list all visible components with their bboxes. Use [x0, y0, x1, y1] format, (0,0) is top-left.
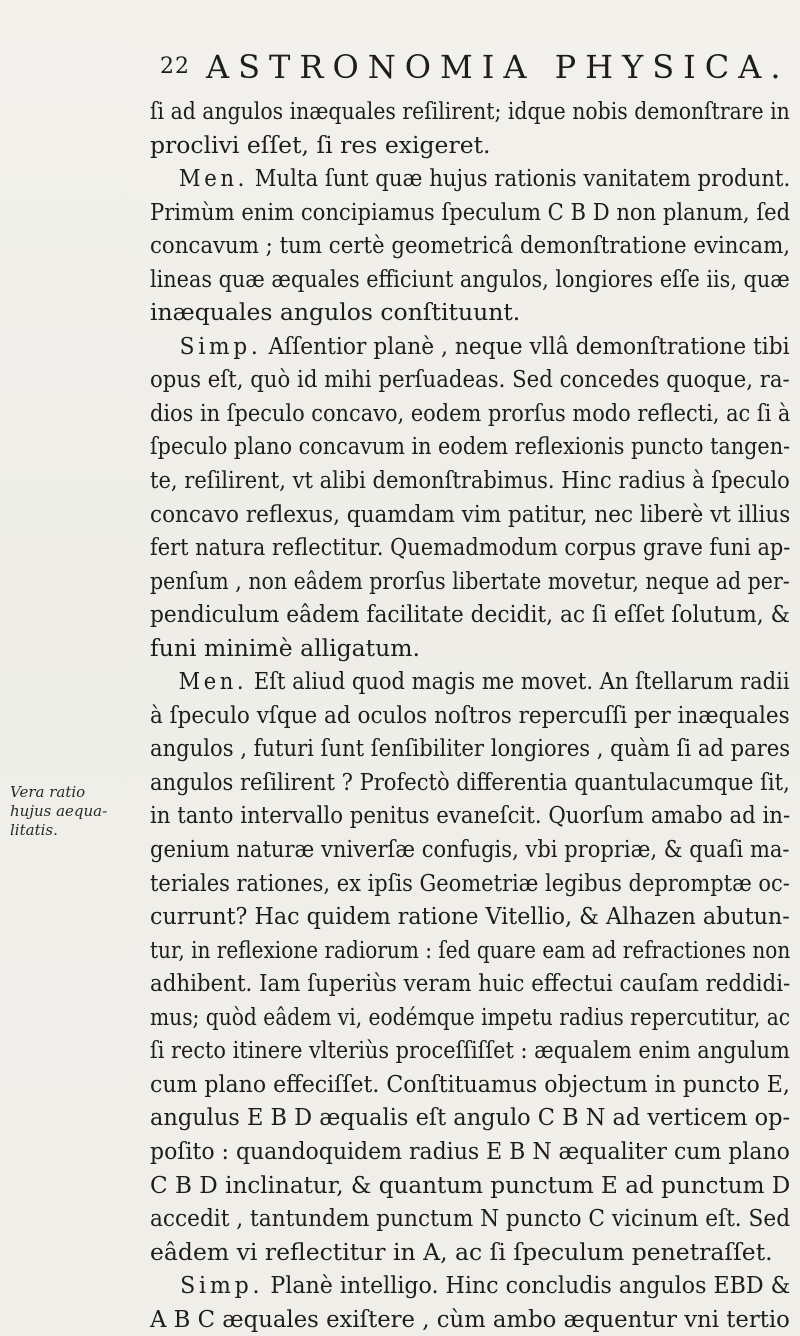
line-text: funi minimè alligatum.: [150, 633, 421, 662]
line-text: currunt? Hac quidem ratione Vitellio, & Alhazen abutun-: [150, 902, 790, 931]
line-text: ſi recto itinere vlteriùs proceſſiſſet : æqualem enim angulum: [150, 1036, 790, 1065]
line-text: teriales rationes, ex ipſis Geometriæ legibus depromptæ oc-: [150, 868, 790, 897]
line-text: angulus E B D æqualis eſt angulo C B N ad verticem op-: [150, 1103, 791, 1132]
marginal-note-line: litatis.: [10, 821, 58, 839]
text-line: [150, 1001, 791, 1035]
text-line: [150, 1101, 791, 1135]
speaker-label: Simp.: [180, 1271, 264, 1300]
text-line: [150, 330, 790, 364]
text-line: [150, 196, 791, 230]
text-line: [150, 934, 791, 968]
line-text: adhibent. Iam ſuperiùs veram huic effectui cauſam reddidi-: [150, 969, 791, 998]
text-line: [150, 464, 790, 498]
text-line: [150, 699, 790, 733]
line-text: fert natura reflectitur. Quemadmodum corpus grave funi ap-: [150, 533, 791, 562]
line-text: Primùm enim concipiamus ſpeculum C B D non planum, ſed: [150, 197, 791, 226]
line-text: C B D inclinatur, & quantum punctum E ad punctum D: [150, 1170, 791, 1199]
line-text: lineas quæ æquales efficiunt angulos, longiores eſſe iis, quæ: [150, 264, 790, 293]
text-line: [150, 229, 791, 263]
line-text: inæquales angulos conſtituunt.: [150, 298, 521, 327]
speaker-label: Men.: [178, 164, 249, 193]
line-text: genium naturæ vniverſæ confugis, vbi propriæ, & quaſi ma-: [150, 835, 790, 864]
line-text: te, reſilirent, vt alibi demonſtrabimus. Hinc radius à ſpeculo: [150, 466, 790, 495]
text-line: [150, 598, 790, 632]
text-line: [150, 95, 790, 129]
text-line: [150, 129, 790, 163]
text-line: [150, 665, 790, 699]
text-line: [150, 967, 791, 1001]
line-text: Eſt aliud quod magis me movet. An ſtellarum radii: [247, 667, 790, 696]
text-line: [150, 1068, 790, 1102]
line-text: à ſpeculo vſque ad oculos noſtros repercuſſi per inæquales: [150, 700, 790, 729]
line-text: tur, in reflexione radiorum : ſed quare eam ad refractiones non: [150, 935, 791, 964]
text-line: [150, 766, 790, 800]
line-text: concavum ; tum certè geometricâ demonſtratione evincam,: [150, 231, 791, 260]
text-line: [150, 867, 790, 901]
line-text: eâdem vi reflectitur in A, ac ſi ſpeculum penetraſſet.: [150, 1237, 773, 1266]
line-text: concavo reflexus, quamdam vim patitur, nec liberè vt illius: [150, 499, 791, 528]
text-line: [150, 162, 791, 196]
line-text: opus eſt, quò id mihi perſuadeas. Sed concedes quoque, ra-: [150, 365, 790, 394]
marginal-note-line: Vera ratio: [10, 783, 86, 801]
line-text: A B C æquales exiſtere , cùm ambo æquentur vni tertio: [150, 1304, 790, 1333]
text-line: [150, 1303, 790, 1336]
text-line: [150, 799, 791, 833]
line-text: cum plano effeciſſet. Conſtituamus objectum in puncto E,: [150, 1069, 790, 1098]
body-text: [150, 95, 790, 1336]
line-text: angulos reſilirent ? Profectò differentia quantulacumque ſit,: [150, 767, 790, 796]
line-text: mus; quòd eâdem vi, eodémque impetu radius repercutitur, ac: [150, 1002, 791, 1031]
line-text: accedit , tantundem punctum N puncto C vicinum eſt. Sed: [150, 1204, 791, 1233]
line-text: Planè intelligo. Hinc concludis angulos EBD &: [263, 1271, 791, 1300]
text-line: [150, 1202, 791, 1236]
line-text: Aſſentior planè , neque vllâ demonſtratione tibi: [261, 331, 790, 360]
text-line: [150, 1135, 790, 1169]
running-title: ASTRONOMIA PHYSICA.: [206, 48, 790, 86]
marginal-note-line: hujus aequa-: [10, 802, 108, 820]
line-text: proclivi eſſet, ſi res exigeret.: [150, 130, 491, 159]
text-line: [150, 732, 791, 766]
line-text: ſi ad angulos inæquales reſilirent; idque nobis demonſtrare in: [150, 97, 790, 125]
line-text: in tanto intervallo penitus evaneſcit. Quorſum amabo ad in-: [150, 801, 791, 830]
line-text: poſito : quandoquidem radius E B N æqualiter cum plano: [150, 1136, 790, 1165]
line-text: penſum , non eâdem prorſus libertate movetur, neque ad per-: [150, 566, 790, 595]
text-line: [150, 900, 790, 934]
text-line: [150, 498, 791, 532]
text-line: [150, 263, 790, 297]
text-line: [150, 1034, 790, 1068]
text-line: [150, 430, 791, 464]
running-head: [160, 48, 790, 88]
text-line: [150, 531, 791, 565]
text-line: [150, 833, 790, 867]
speaker-label: Men.: [178, 667, 248, 696]
text-line: [150, 363, 790, 397]
line-text: dios in ſpeculo concavo, eodem prorſus modo reflecti, ac ſi à: [150, 398, 791, 427]
text-line: [150, 1269, 791, 1303]
text-line: [150, 565, 790, 599]
marginal-note: [10, 783, 108, 840]
text-line: [150, 296, 790, 330]
text-line: [150, 632, 790, 666]
line-text: ſpeculo plano concavum in eodem reflexionis puncto tangen-: [150, 432, 791, 461]
line-text: Multa ſunt quæ hujus rationis vanitatem produnt.: [248, 164, 791, 193]
speaker-label: Simp.: [179, 331, 262, 360]
text-line: [150, 1236, 790, 1270]
line-text: angulos , futuri ſunt ſenſibiliter longiores , quàm ſi ad pares: [150, 734, 791, 763]
text-line: [150, 397, 791, 431]
text-line: [150, 1169, 791, 1203]
line-text: pendiculum eâdem facilitate decidit, ac ſi eſſet ſolutum, &: [150, 600, 790, 629]
page-number: 22: [160, 54, 190, 79]
